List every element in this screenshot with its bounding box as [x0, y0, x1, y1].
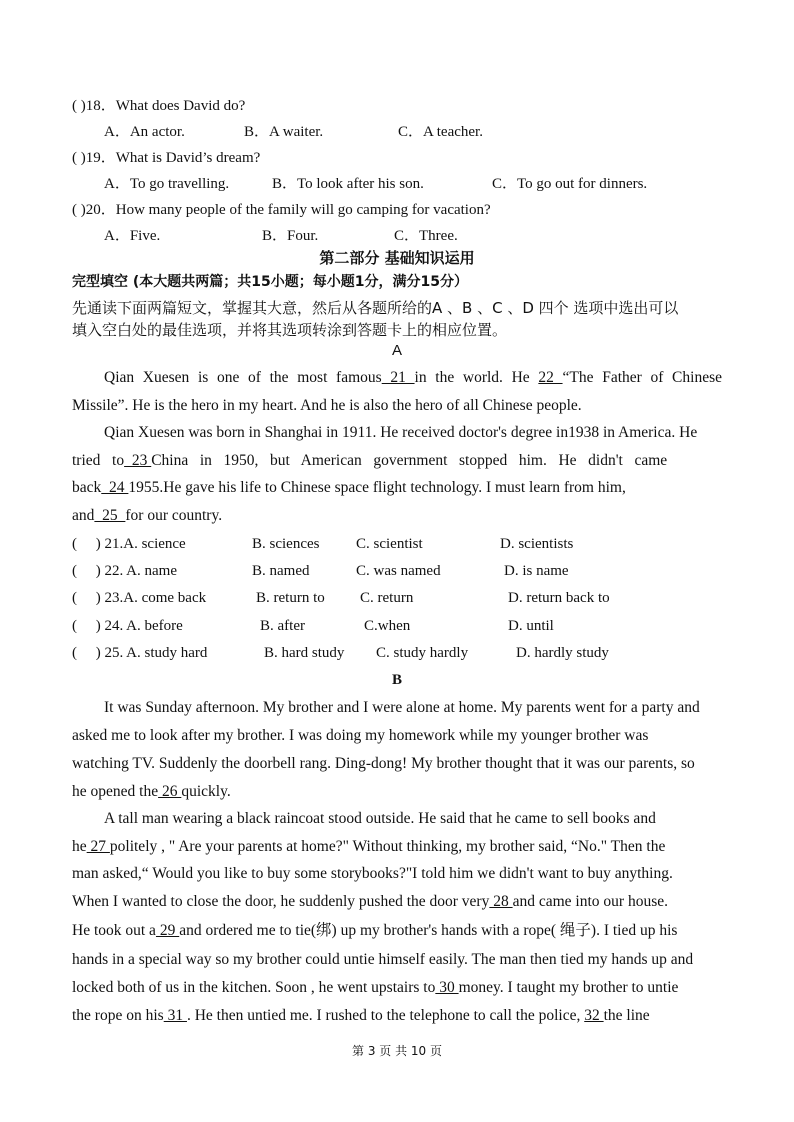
- q25-c: C. study hardly: [376, 645, 469, 661]
- question-20: ( )20．How many people of the family will go camping for vacation?: [72, 202, 491, 218]
- blank-25: 25: [94, 507, 126, 524]
- blank-29: 29: [155, 922, 180, 939]
- passage-b-line-7: man asked,“ Would you like to buy some storybooks?"I told him we didn't want to buy anything.: [72, 865, 673, 882]
- q25-a: ( ) 25. A. study hard: [72, 645, 208, 661]
- passage-b-line-3: watching TV. Suddenly the doorbell rang. Ding-dong! My brother thought that it was our parents, so: [72, 755, 695, 772]
- q25-d: D. hardly study: [516, 645, 609, 661]
- option-18-b: B．A waiter.: [244, 124, 324, 140]
- q25-b: B. hard study: [264, 645, 345, 661]
- q22-d: D. is name: [504, 563, 569, 579]
- blank-28: 28: [489, 893, 513, 910]
- q21-b: B. sciences: [252, 536, 320, 552]
- passage-a-line-6: and 25 for our country.: [72, 507, 223, 524]
- blank-24: 24: [101, 479, 129, 496]
- passage-b-line-12: the rope on his 31 . He then untied me. I rushed to the telephone to call the police, 32 the line: [72, 1007, 650, 1024]
- passage-b-line-2: asked me to look after my brother. I was doing my homework while my younger brother was: [72, 727, 649, 744]
- passage-a-line-3: Qian Xuesen was born in Shanghai in 1911. He received doctor's degree in1938 in America. He: [104, 424, 698, 441]
- q21-a: ( ) 21.A. science: [72, 536, 186, 552]
- blank-26: 26: [158, 783, 182, 800]
- passage-b-line-4: he opened the 26 quickly.: [72, 783, 231, 800]
- q22-c: C. was named: [356, 563, 441, 579]
- option-19-a: A．To go travelling.: [104, 176, 230, 192]
- option-18-a: A．An actor.: [104, 124, 185, 140]
- q23-d: D. return back to: [508, 590, 610, 606]
- q21-c: C. scientist: [356, 536, 423, 552]
- q24-c: C.when: [364, 618, 411, 634]
- option-20-b: B．Four.: [262, 228, 319, 244]
- question-19: ( )19．What is David’s dream?: [72, 150, 261, 166]
- part-two-title: 第二部分 基础知识运用: [319, 249, 475, 267]
- question-18: ( )18．What does David do?: [72, 98, 246, 114]
- blank-22: 22: [538, 369, 563, 386]
- option-19-c: C．To go out for dinners.: [492, 176, 648, 192]
- passage-b-label: B: [391, 672, 402, 688]
- option-20-a: A．Five.: [104, 228, 161, 244]
- passage-a-line-5: back 24 1955.He gave his life to Chinese space flight technology. I must learn from him,: [72, 479, 626, 496]
- passage-b-line-10: hands in a special way so my brother could untie himself easily. The man then tied my hands up and: [72, 951, 694, 968]
- passage-b-line-11: locked both of us in the kitchen. Soon , he went upstairs to 30 money. I taught my brother to untie: [72, 979, 679, 996]
- q22-a: ( ) 22. A. name: [72, 563, 177, 579]
- q24-d: D. until: [508, 618, 554, 634]
- q24-a: ( ) 24. A. before: [72, 618, 183, 634]
- passage-b-line-1: It was Sunday afternoon. My brother and I were alone at home. My parents went for a party and: [104, 699, 700, 716]
- passage-a-label: A: [391, 342, 402, 359]
- q21-d: D. scientists: [500, 536, 574, 552]
- passage-b-line-8: When I wanted to close the door, he suddenly pushed the door very 28 and came into our house.: [72, 893, 668, 910]
- blank-30: 30: [435, 979, 459, 996]
- option-18-c: C．A teacher.: [398, 124, 483, 140]
- page-footer: 第 3 页 共 10 页: [352, 1044, 442, 1058]
- passage-a-line-1: Qian Xuesen is one of the most famous 21 in the world. He 22 “The Father of Chinese: [104, 369, 722, 386]
- q23-b: B. return to: [256, 590, 325, 606]
- q23-a: ( ) 23.A. come back: [72, 590, 207, 606]
- q23-c: C. return: [360, 590, 414, 606]
- blank-23: 23: [124, 452, 152, 469]
- blank-21: 21: [381, 369, 415, 386]
- q24-b: B. after: [260, 618, 305, 634]
- passage-a-line-2: Missile”. He is the hero in my heart. And he is also the hero of all Chinese people.: [72, 397, 582, 414]
- passage-a-line-4: tried to 23 China in 1950, but American government stopped him. He didn't came: [72, 452, 668, 469]
- instruction-line-2: 填入空白处的最佳选项，并将其选项转涂到答题卡上的相应位置。: [72, 321, 508, 339]
- q22-b: B. named: [252, 563, 310, 579]
- option-19-b: B．To look after his son.: [272, 176, 424, 192]
- passage-b-line-6: he 27 politely , " Are your parents at home?" Without thinking, my brother said, “No." Then the: [72, 838, 666, 855]
- instruction-line-1: 先通读下面两篇短文，掌握其大意，然后从各题所给的A 、B 、C 、D 四个 选项中选出可以: [72, 299, 679, 317]
- option-20-c: C．Three.: [394, 228, 458, 244]
- passage-b-line-9: He took out a 29 and ordered me to tie(绑) up my brother's hands with a rope( 绳子). I tied up his: [72, 922, 678, 939]
- blank-31: 31: [163, 1007, 187, 1024]
- blank-27: 27: [86, 838, 110, 855]
- passage-b-line-5: A tall man wearing a black raincoat stood outside. He said that he came to sell books and: [104, 810, 656, 827]
- cloze-heading: 完型填空 (本大题共两篇；共15小题；每小题1分，满分15分）: [72, 274, 468, 290]
- blank-32: 32: [584, 1007, 604, 1024]
